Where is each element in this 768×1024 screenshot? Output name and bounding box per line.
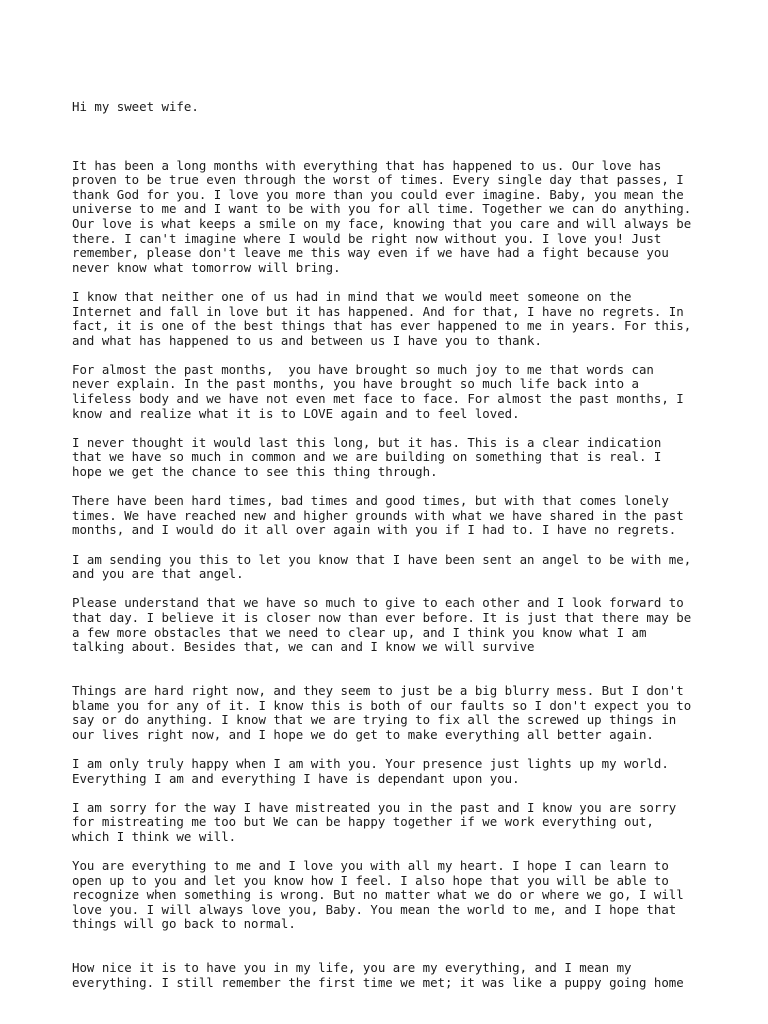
letter-line: blame you for any of it. I know this is both of our faults so I don't expect you to [72, 697, 692, 713]
letter-line: I know that neither one of us had in mind that we would meet someone on the [72, 288, 632, 304]
letter-paragraph [72, 290, 712, 348]
letter-line: months, and I would do it all over again with you if I had to. I have no regrets. [72, 522, 677, 538]
letter-paragraph [72, 436, 712, 480]
letter-paragraph [72, 757, 712, 786]
letter-line: which I think we will. [72, 828, 237, 844]
letter-line: Our love is what keeps a smile on my face, knowing that you care and will always be [72, 215, 692, 231]
letter-line: I never thought it would last this long, but it has. This is a clear indication [72, 434, 662, 450]
letter-paragraph [72, 494, 712, 538]
letter-line: I am sending you this to let you know that I have been sent an angel to be with me, [72, 551, 692, 567]
letter-line: times. We have reached new and higher grounds with what we have shared in the past [72, 507, 684, 523]
letter-line: that we have so much in common and we are building on something that is real. I [72, 449, 662, 465]
letter-paragraph [72, 684, 712, 742]
letter-line: There have been hard times, bad times and good times, but with that comes lonely [72, 493, 669, 509]
letter-greeting: Hi my sweet wife. [72, 99, 199, 115]
letter-line: and you are that angel. [72, 566, 244, 582]
letter-line: Things are hard right now, and they seem to just be a big blurry mess. But I don't [72, 682, 684, 698]
letter-line: lifeless body and we have not even met face to face. For almost the past months, I [72, 391, 684, 407]
letter-line: that day. I believe it is closer now than ever before. It is just that there may be [72, 609, 692, 625]
letter-line: never explain. In the past months, you have brought so much life back into a [72, 376, 639, 392]
letter-line: recognize when something is wrong. But no matter what we do or where we go, I will [72, 887, 684, 903]
letter-line: know and realize what it is to LOVE again and to feel loved. [72, 405, 520, 421]
letter-line: universe to me and I want to be with you for all time. Together we can do anything. [72, 201, 692, 217]
letter-line: there. I can't imagine where I would be right now without you. I love you! Just [72, 230, 662, 246]
letter-paragraph [72, 363, 712, 421]
letter-line: and what has happened to us and between us I have you to thank. [72, 332, 542, 348]
letter-line: Everything I am and everything I have is dependant upon you. [72, 770, 520, 786]
letter-line: open up to you and let you know how I feel. I also hope that you will be able to [72, 872, 669, 888]
letter-line: thank God for you. I love you more than you could ever imagine. Baby, you mean the [72, 186, 684, 202]
letter-line: How nice it is to have you in my life, you are my everything, and I mean my [72, 960, 632, 976]
letter-line: for mistreating me too but We can be happy together if we work everything out, [72, 814, 654, 830]
letter-paragraph [72, 159, 712, 276]
letter-paragraph [72, 961, 712, 990]
letter-line: never know what tomorrow will bring. [72, 259, 341, 275]
letter-line: everything. I still remember the first time we met; it was like a puppy going home [72, 974, 684, 990]
letter-paragraph [72, 553, 712, 582]
letter-line: I am sorry for the way I have mistreated you in the past and I know you are sorry [72, 799, 677, 815]
letter-line: things will go back to normal. [72, 916, 296, 932]
letter-line: hope we get the chance to see this thing through. [72, 464, 438, 480]
letter-line: proven to be true even through the worst of times. Every single day that passes, I [72, 172, 684, 188]
letter-paragraph [72, 859, 712, 932]
letter-body [72, 159, 712, 991]
letter-line: For almost the past months, you have brought so much joy to me that words can [72, 361, 654, 377]
letter-line: say or do anything. I know that we are trying to fix all the screwed up things in [72, 712, 677, 728]
letter-line: remember, please don't leave me this way even if we have had a fight because you [72, 245, 669, 261]
letter-line: our lives right now, and I hope we do get to make everything all better again. [72, 726, 654, 742]
letter-line: love you. I will always love you, Baby. You mean the world to me, and I hope that [72, 901, 677, 917]
letter-line: Internet and fall in love but it has happened. And for that, I have no regrets. In [72, 303, 684, 319]
letter-page [72, 71, 712, 1005]
letter-line: I am only truly happy when I am with you. Your presence just lights up my world. [72, 755, 669, 771]
letter-line: You are everything to me and I love you with all my heart. I hope I can learn to [72, 858, 669, 874]
letter-line: a few more obstacles that we need to clear up, and I think you know what I am [72, 624, 647, 640]
letter-line: It has been a long months with everything that has happened to us. Our love has [72, 157, 662, 173]
letter-line: Please understand that we have so much to give to each other and I look forward to [72, 595, 684, 611]
letter-paragraph [72, 801, 712, 845]
letter-paragraph [72, 596, 712, 654]
letter-line: talking about. Besides that, we can and I know we will survive [72, 639, 535, 655]
letter-line: fact, it is one of the best things that has ever happened to me in years. For this, [72, 318, 692, 334]
